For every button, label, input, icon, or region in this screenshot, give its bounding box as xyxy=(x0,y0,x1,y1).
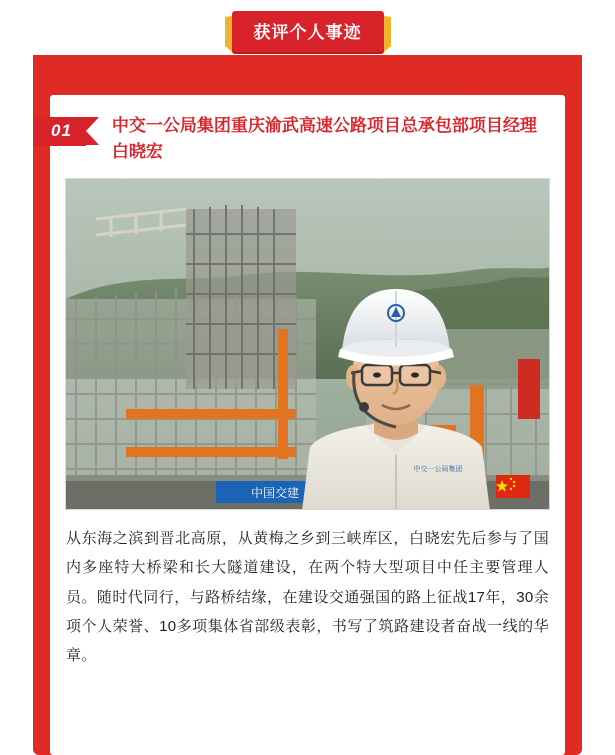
content-panel xyxy=(50,95,565,755)
construction-site-photo-icon xyxy=(66,179,550,510)
item-number-badge xyxy=(33,117,86,146)
item-number: 01 xyxy=(33,117,86,146)
red-card xyxy=(33,55,582,755)
item-title: 中交一公局集团重庆渝武高速公路项目总承包部项目经理白晓宏 xyxy=(111,116,537,161)
badge-arrow-icon xyxy=(86,117,99,145)
banner-title: 获评个人事迹 xyxy=(232,11,384,52)
item-paragraph: 从东海之滨到晋北高原，从黄梅之乡到三峡库区，白晓宏先后参与了国内多座特大桥梁和长大隧道建设，在两个特大型项目中任主要管理人员。随时代同行，与路桥结缘，在建设交通强国的路上征战17年，30余项个人荣誉、10多项集体省部级表彰，书写了筑路建设者奋战一线的华章。 xyxy=(66,530,549,664)
item-title-row xyxy=(50,95,565,164)
item-photo xyxy=(65,178,550,510)
svg-text:中交一公局集团: 中交一公局集团 xyxy=(413,465,463,473)
svg-text:中国交建: 中国交建 xyxy=(250,486,300,500)
page-header xyxy=(0,0,615,62)
banner xyxy=(225,11,391,52)
